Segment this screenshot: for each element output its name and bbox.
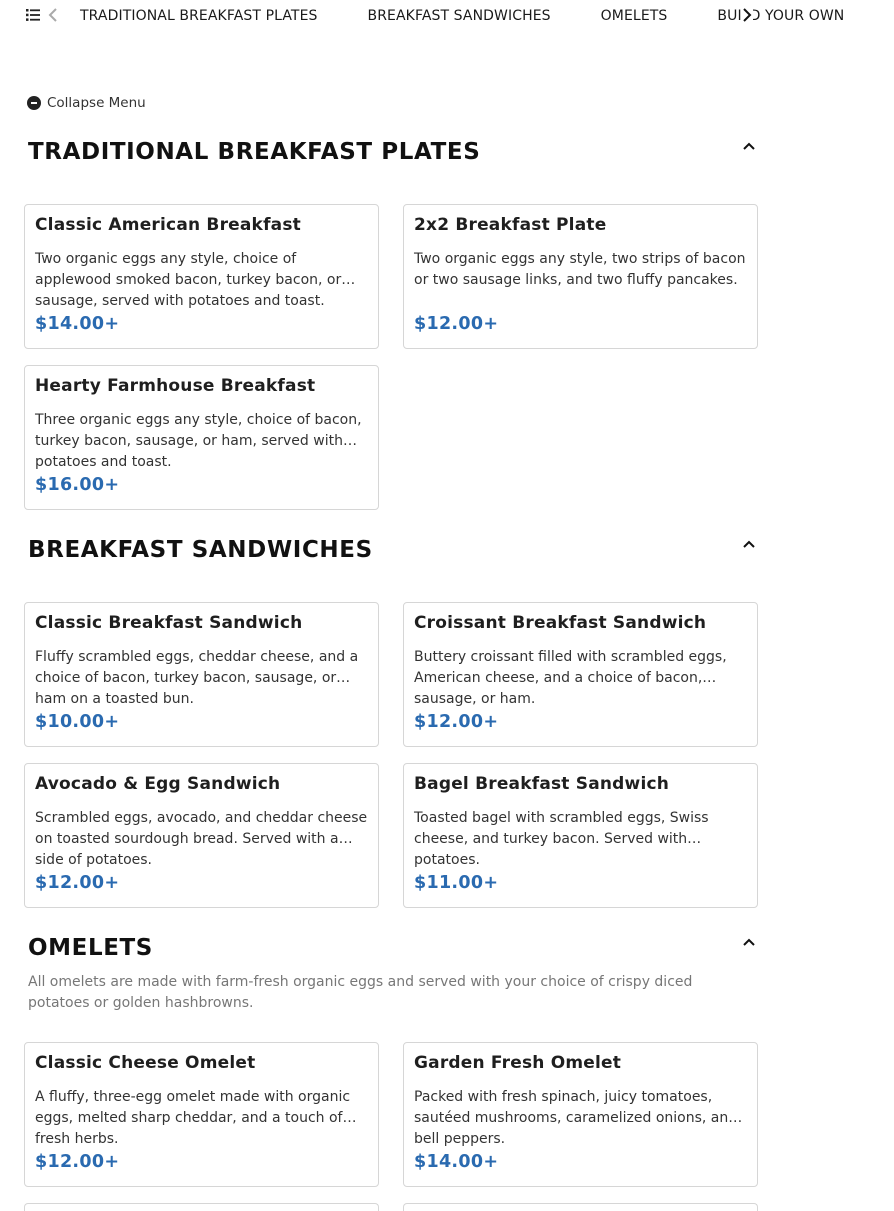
minus-circle-icon [27, 96, 41, 110]
item-name: Croissant Breakfast Sandwich [414, 613, 707, 633]
section-title: OMELETS [28, 935, 153, 961]
item-description: Two organic eggs any style, choice of applewood smoked bacon, turkey bacon, or sausage, served with potatoes and toast. [35, 251, 342, 309]
menu-item-card-partial[interactable] [24, 1203, 379, 1211]
chevron-up-icon[interactable] [741, 539, 757, 549]
section-title: BREAKFAST SANDWICHES [28, 537, 373, 563]
tab-traditional-breakfast-plates[interactable]: TRADITIONAL BREAKFAST PLATES [80, 8, 318, 24]
menu-item-card[interactable] [403, 763, 758, 908]
item-name: Classic Cheese Omelet [35, 1053, 256, 1073]
item-price: $14.00+ [35, 314, 120, 334]
tab-breakfast-sandwiches[interactable]: BREAKFAST SANDWICHES [367, 8, 551, 24]
item-name: Bagel Breakfast Sandwich [414, 774, 670, 794]
item-name: Hearty Farmhouse Breakfast [35, 376, 316, 396]
menu-item-card[interactable] [403, 1042, 758, 1187]
menu-item-card[interactable] [403, 204, 758, 349]
chevron-right-icon[interactable] [741, 7, 753, 23]
item-description: Scrambled eggs, avocado, and cheddar cheese on toasted sourdough bread. Served with a side of potatoes. [35, 810, 368, 868]
item-description: Three organic eggs any style, choice of bacon, turkey bacon, sausage, or ham, served with potatoes and toast. [35, 412, 362, 470]
list-icon[interactable] [26, 9, 40, 21]
menu-item-card[interactable] [24, 1042, 379, 1187]
section-title: TRADITIONAL BREAKFAST PLATES [28, 139, 481, 165]
item-price: $11.00+ [414, 873, 499, 893]
item-name: Avocado & Egg Sandwich [35, 774, 281, 794]
item-price: $12.00+ [414, 314, 499, 334]
item-description: Buttery croissant filled with scrambled eggs, American cheese, and a choice of bacon, sausage, or ham. [414, 649, 727, 707]
chevron-up-icon[interactable] [741, 937, 757, 947]
item-name: Garden Fresh Omelet [414, 1053, 622, 1073]
item-description: Fluffy scrambled eggs, cheddar cheese, and a choice of bacon, turkey bacon, sausage, or ham on a toasted bun. [35, 649, 359, 707]
item-price: $12.00+ [414, 712, 499, 732]
item-price: $14.00+ [414, 1152, 499, 1172]
category-tabs [80, 0, 894, 34]
item-price: $16.00+ [35, 475, 120, 495]
item-description: A fluffy, three-egg omelet made with organic eggs, melted sharp cheddar, and a touch of fresh herbs. [35, 1089, 351, 1147]
menu-item-card[interactable] [24, 602, 379, 747]
item-description: Two organic eggs any style, two strips of bacon or two sausage links, and two fluffy pancakes. [414, 251, 746, 288]
chevron-left-icon[interactable] [47, 7, 59, 23]
tab-omelets[interactable]: OMELETS [600, 8, 668, 24]
item-price: $12.00+ [35, 873, 120, 893]
item-description: Toasted bagel with scrambled eggs, Swiss cheese, and turkey bacon. Served with potatoes. [414, 810, 709, 868]
menu-item-card[interactable] [24, 365, 379, 510]
item-name: Classic American Breakfast [35, 215, 301, 235]
collapse-menu-label: Collapse Menu [47, 95, 146, 111]
item-name: Classic Breakfast Sandwich [35, 613, 303, 633]
item-description: Packed with fresh spinach, juicy tomatoes, sautéed mushrooms, caramelized onions, and bell peppers. [414, 1089, 738, 1147]
tab-build-your-own[interactable]: BUILD YOUR OWN [717, 8, 845, 24]
menu-item-card[interactable] [403, 602, 758, 747]
item-price: $12.00+ [35, 1152, 120, 1172]
collapse-menu-button[interactable] [27, 95, 146, 111]
item-name: 2x2 Breakfast Plate [414, 215, 607, 235]
menu-item-card[interactable] [24, 204, 379, 349]
category-nav-bar [0, 0, 845, 34]
section-description: All omelets are made with farm-fresh organic eggs and served with your choice of crispy diced potatoes or golden hashbrowns. [28, 974, 693, 1011]
item-price: $10.00+ [35, 712, 120, 732]
chevron-up-icon[interactable] [741, 141, 757, 151]
menu-item-card[interactable] [24, 763, 379, 908]
menu-item-card-partial[interactable] [403, 1203, 758, 1211]
